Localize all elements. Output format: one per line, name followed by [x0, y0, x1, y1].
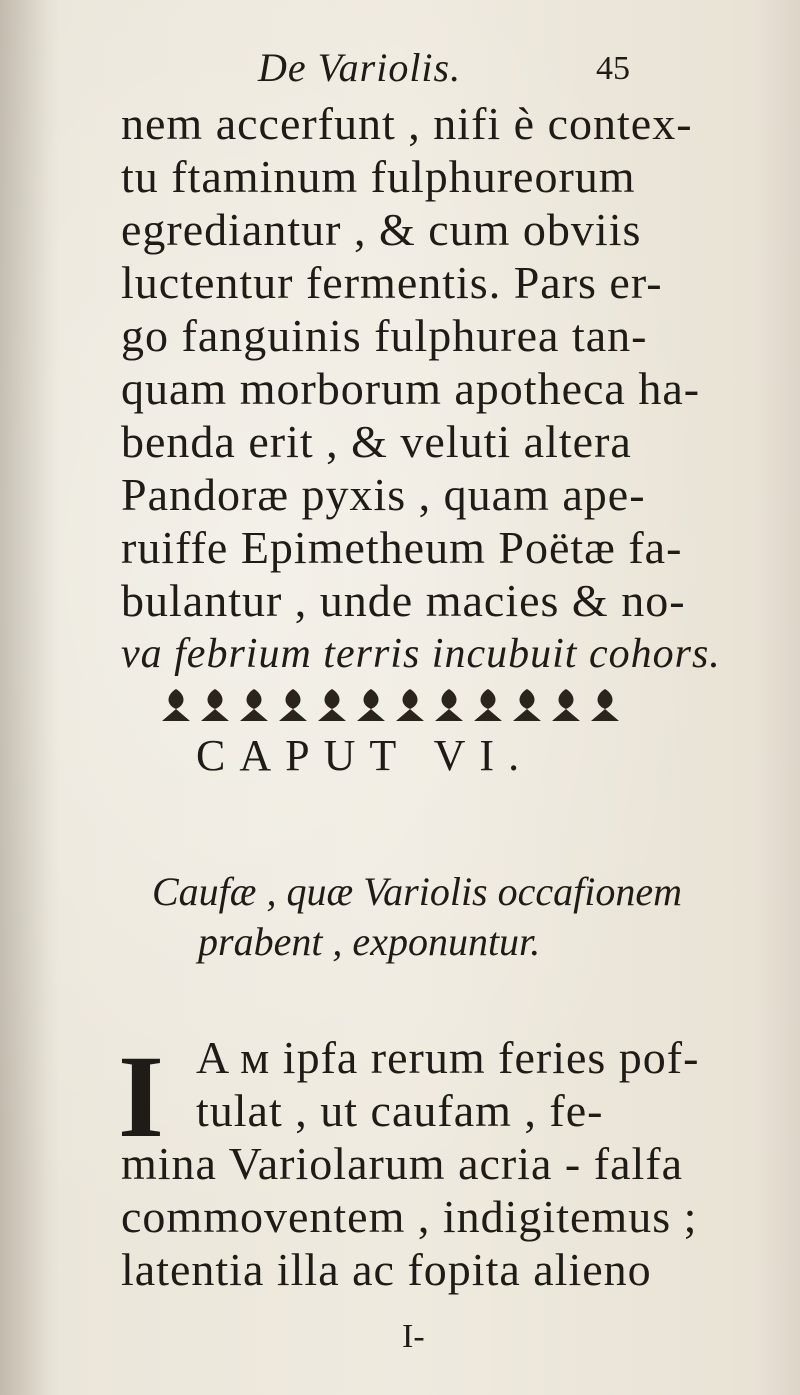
fleuron-ornament [587, 685, 623, 725]
chapter-heading: CAPUT VI. [196, 731, 534, 780]
fleuron-ornament [470, 685, 506, 725]
body-line: va febrium terris incubuit cohors. [121, 631, 721, 677]
section-line: mina Variolarum acria - falfa [121, 1138, 683, 1189]
body-line: bulantur , unde macies & no- [121, 575, 686, 626]
body-line: nem accerfunt , nifi è contex- [121, 98, 693, 149]
running-head [0, 44, 800, 94]
body-line: tu ftaminum fulphureorum [121, 151, 636, 202]
fleuron-ornament [431, 685, 467, 725]
section-line: tulat , ut caufam , fe- [196, 1085, 604, 1136]
body-line: benda erit , & veluti altera [121, 416, 632, 467]
section-line: A м ipfa rerum feries pof- [196, 1032, 700, 1083]
ornament-band [158, 683, 658, 727]
body-line: quam morborum apotheca ha- [121, 363, 701, 414]
section-line: commoventem , indigitemus ; [121, 1191, 698, 1242]
chapter-summary-line: Caufæ , quæ Variolis occafionem [152, 869, 682, 914]
section-line: latentia illa ac fopita alieno [121, 1244, 652, 1295]
page-number: 45 [596, 50, 630, 87]
fleuron-ornament [275, 685, 311, 725]
fleuron-ornament [548, 685, 584, 725]
body-line: egrediantur , & cum obviis [121, 204, 642, 255]
fleuron-ornament [158, 685, 194, 725]
page-edge-shadow [0, 0, 60, 1395]
fleuron-ornament [392, 685, 428, 725]
fleuron-ornament [236, 685, 272, 725]
body-line: Pandoræ pyxis , quam ape- [121, 469, 646, 520]
body-line: go fanguinis fulphurea tan- [121, 310, 648, 361]
fleuron-ornament [197, 685, 233, 725]
fleuron-ornament [353, 685, 389, 725]
body-line: luctentur fermentis. Pars er- [121, 257, 663, 308]
body-line: ruiffe Epimetheum Poëtæ fa- [121, 522, 683, 573]
drop-cap: I [118, 1031, 164, 1162]
running-title: De Variolis. [258, 45, 462, 90]
catchword: I- [402, 1318, 425, 1355]
fleuron-ornament [314, 685, 350, 725]
fleuron-ornament [509, 685, 545, 725]
chapter-summary-line: prabent , exponuntur. [198, 919, 541, 964]
